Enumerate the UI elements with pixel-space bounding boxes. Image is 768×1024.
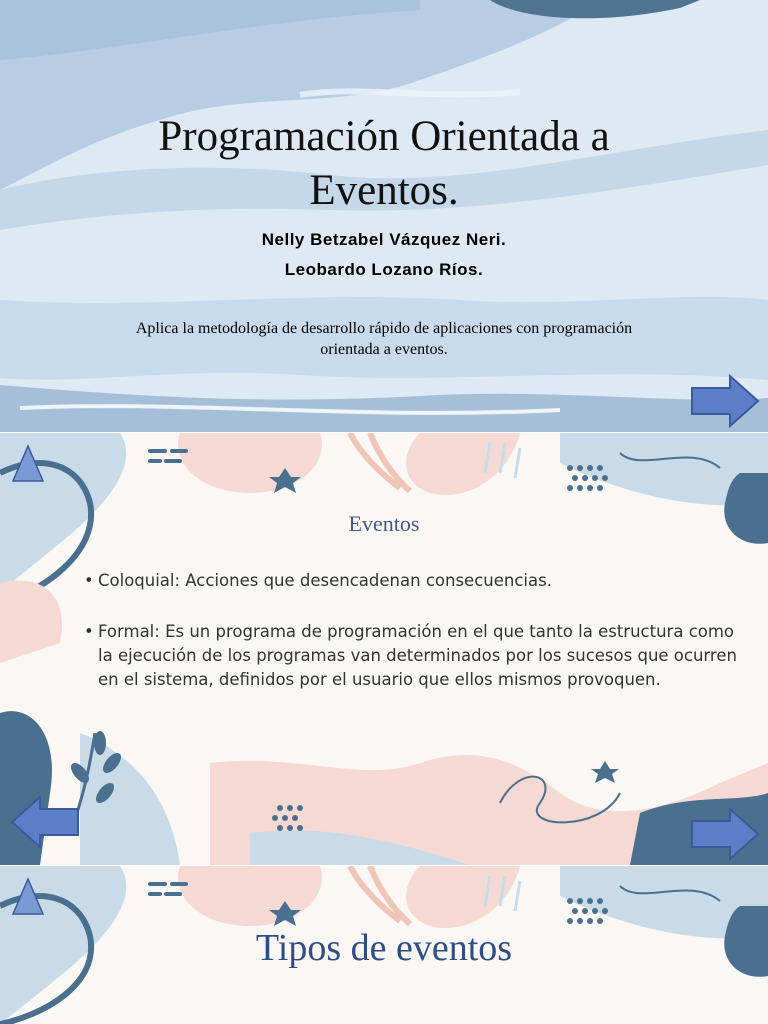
title-line-1: Programación Orientada a xyxy=(158,113,610,160)
author-2: Leobardo Lozano Ríos. xyxy=(284,260,484,279)
bullet-marker: • xyxy=(84,622,94,641)
author-1: Nelly Betzabel Vázquez Neri. xyxy=(261,230,507,249)
slide-subtitle: Aplica la metodología de desarrollo rápido de aplicaciones con programación orientada a eventos. xyxy=(135,320,633,358)
slide-title xyxy=(0,110,768,218)
bullet-marker: • xyxy=(84,571,94,590)
slide-heading: Tipos de eventos xyxy=(255,927,513,969)
list-item xyxy=(84,620,744,692)
next-arrow-icon[interactable] xyxy=(690,807,762,863)
home-triangle-icon[interactable] xyxy=(10,876,46,918)
home-triangle-icon[interactable] xyxy=(10,443,46,485)
title-line-2: Eventos. xyxy=(309,167,459,214)
slide-1 xyxy=(0,0,768,432)
bullet-text: Coloquial: Acciones que desencadenan consecuencias. xyxy=(98,571,552,590)
slide-2 xyxy=(0,433,768,865)
prev-arrow-icon[interactable] xyxy=(8,795,80,851)
slide-3 xyxy=(0,866,768,1024)
bullet-list xyxy=(84,569,744,692)
bullet-text: Formal: Es un programa de programación en el que tanto la estructura como la ejecución de los programas van determinados por los sucesos que ocurren en el sistema, definidos por el usuario que ellos mismos provoquen. xyxy=(98,622,737,689)
slide-heading: Eventos xyxy=(348,511,420,536)
next-arrow-icon[interactable] xyxy=(690,374,762,430)
list-item xyxy=(84,569,744,593)
